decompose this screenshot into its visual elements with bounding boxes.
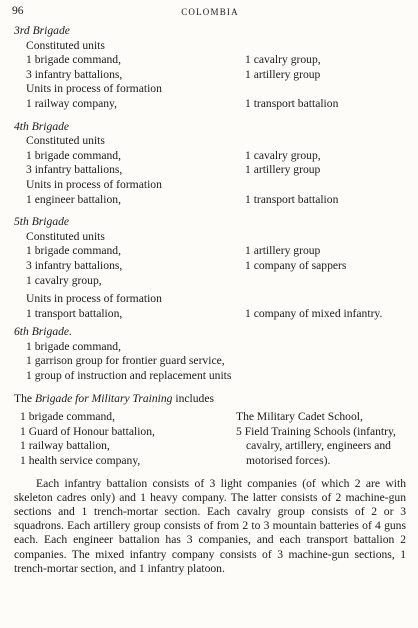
list-item: 1 cavalry group,	[26, 273, 102, 287]
brigade-3-section	[12, 24, 408, 112]
brigade-4-heading: 4th Brigade	[14, 119, 70, 133]
list-item: 1 brigade command,	[26, 148, 121, 162]
list-item: 1 garrison group for frontier guard service,	[26, 354, 225, 368]
brigade-3-constituted-list	[12, 53, 408, 82]
brigade-5-heading: 5th Brigade	[14, 215, 70, 229]
list-item: 5 Field Training Schools (infantry, cavalry, artillery, engineers and motorised forces).	[236, 424, 396, 468]
list-item: 1 brigade command,	[26, 53, 121, 67]
brigade-4-section	[12, 120, 408, 208]
training-brigade-list	[12, 410, 408, 468]
brigade-5-section	[12, 215, 408, 321]
list-item: The Military Cadet School,	[236, 410, 363, 424]
brigade-5-constituted-list	[12, 244, 408, 288]
brigade-3-formation-label: Units in process of formation	[26, 82, 162, 96]
brigade-5-formation-label: Units in process of formation	[26, 292, 162, 306]
list-item: 1 transport battalion	[245, 96, 339, 110]
brigade-3-heading: 3rd Brigade	[14, 24, 70, 37]
intro-prefix: The	[14, 391, 33, 405]
list-item: 1 engineer battalion,	[26, 192, 121, 206]
page-number: 96	[12, 5, 24, 17]
list-item: 3 infantry battalions,	[26, 67, 123, 81]
page-header	[12, 4, 408, 24]
list-item: 1 artillery group	[245, 244, 321, 258]
list-item: 1 group of instruction and replacement units	[26, 369, 232, 383]
training-brigade-section	[12, 392, 408, 469]
brigade-4-formation-label: Units in process of formation	[26, 177, 162, 191]
brigade-3-constituted-label: Constituted units	[26, 38, 105, 52]
brigade-4-formation-list	[12, 193, 408, 208]
list-item: 1 railway company,	[26, 96, 118, 110]
list-item: 1 company of sappers	[245, 258, 347, 272]
brigade-6-heading: 6th Brigade.	[14, 325, 72, 339]
list-item: 1 Guard of Honour battalion,	[20, 424, 155, 438]
list-item: 1 brigade command,	[26, 339, 121, 353]
list-item: 3 infantry battalions,	[26, 258, 123, 272]
running-head: COLOMBIA	[181, 7, 239, 17]
brigade-3-formation-list	[12, 97, 408, 112]
list-item: 1 artillery group	[245, 67, 321, 81]
brigade-5-formation-list	[12, 307, 408, 322]
brigade-5-constituted-label: Constituted units	[26, 229, 105, 243]
intro-suffix: includes	[175, 391, 215, 405]
list-item: 1 cavalry group,	[245, 148, 321, 162]
list-item: 1 transport battalion	[245, 192, 339, 206]
intro-brigade-name: Brigade for Military Training	[34, 391, 173, 405]
list-item: 1 cavalry group,	[245, 53, 321, 67]
list-item: 1 company of mixed infantry.	[245, 306, 383, 320]
closing-paragraph: Each infantry battalion consists of 3 light companies (of which 2 are with skeleton cadres only) and 1 heavy company. The latter consists of 2 machine-gun sections and 1 trench-mortar section. Each cavalry group consists of 2 or 3 squadrons. Each artillery group consists of from 2 to 3 mountain batteries of 4 guns each. Each engineer battalion has 3 companies, and each transport battalion 2 companies. The mixed infantry company consists of 3 machine-gun sections, 1 trench-mortar section, and 1 infantry platoon.	[14, 476, 406, 575]
list-item: 1 artillery group	[245, 163, 321, 177]
list-item: 1 brigade command,	[20, 410, 115, 424]
document-page	[12, 4, 408, 576]
list-item: 1 brigade command,	[26, 244, 121, 258]
brigade-6-list	[12, 340, 408, 384]
brigade-4-constituted-list	[12, 149, 408, 178]
brigade-4-constituted-label: Constituted units	[26, 134, 105, 148]
brigade-6-section	[12, 325, 408, 383]
list-item: 1 health service company,	[20, 454, 141, 468]
list-item: 1 railway battalion,	[20, 439, 110, 453]
list-item: 3 infantry battalions,	[26, 163, 123, 177]
training-brigade-intro	[12, 392, 408, 407]
list-item: 1 transport battalion,	[26, 306, 123, 320]
